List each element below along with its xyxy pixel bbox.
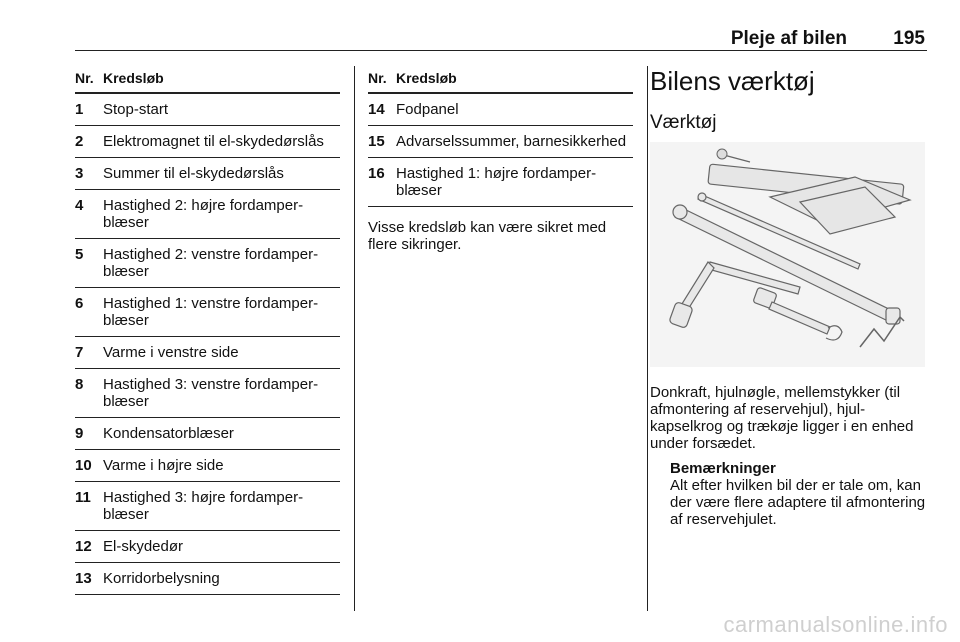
- row-number: 4: [75, 197, 84, 214]
- table-row: [75, 337, 340, 369]
- row-number: 12: [75, 538, 92, 555]
- table-row: [75, 288, 340, 337]
- row-number: 2: [75, 133, 84, 150]
- row-number: 3: [75, 165, 84, 182]
- tools-section: [650, 66, 930, 528]
- row-circuit: Hastighed 3: højre fordamperblæser: [103, 489, 304, 523]
- column-divider: [647, 66, 648, 611]
- subsection-heading: Værktøj: [650, 112, 717, 133]
- fuse-table-left: [75, 66, 340, 595]
- column-divider: [354, 66, 355, 611]
- section-title: Pleje af bilen: [730, 28, 847, 49]
- row-circuit: Stop-start: [103, 101, 169, 118]
- row-number: 6: [75, 295, 84, 312]
- section-heading: Bilens værktøj: [650, 66, 815, 96]
- table-row: [368, 126, 633, 158]
- note-block: [670, 460, 930, 528]
- note-title: Bemærkninger: [670, 460, 776, 477]
- row-circuit: Varme i højre side: [103, 457, 224, 474]
- page-number: 195: [893, 28, 925, 49]
- table-row: [75, 94, 340, 126]
- row-circuit: Hastighed 2: højre fordamperblæser: [103, 197, 304, 231]
- fuse-table-right: [368, 66, 633, 253]
- row-circuit: Summer til el-skydedørslås: [103, 165, 284, 182]
- row-number: 8: [75, 376, 84, 393]
- row-number: 15: [368, 133, 385, 150]
- row-circuit: Hastighed 2: venstre fordamperblæser: [103, 246, 319, 280]
- row-circuit: Hastighed 3: venstre fordamperblæser: [103, 376, 319, 410]
- row-number: 13: [75, 570, 92, 587]
- table-row: [75, 369, 340, 418]
- table-row: [368, 158, 633, 207]
- row-circuit: Hastighed 1: venstre fordamperblæser: [103, 295, 319, 329]
- header-circuit: Kredsløb: [396, 70, 457, 86]
- row-number: 1: [75, 101, 84, 118]
- row-number: 10: [75, 457, 92, 474]
- row-number: 11: [75, 489, 91, 506]
- table-row: [75, 190, 340, 239]
- header-circuit: Kredsløb: [103, 70, 164, 86]
- table-header: [75, 66, 340, 94]
- row-circuit: El-skydedør: [103, 538, 184, 555]
- table-header: [368, 66, 633, 94]
- table-row: [75, 531, 340, 563]
- table-row: [75, 418, 340, 450]
- table-row: [75, 563, 340, 595]
- row-circuit: Fodpanel: [396, 101, 459, 118]
- row-number: 9: [75, 425, 84, 442]
- row-circuit: Advarselssummer, barnesikkerhed: [396, 133, 627, 150]
- table-row: [75, 482, 340, 531]
- page-header: [75, 24, 927, 51]
- header-nr: Nr.: [368, 70, 387, 86]
- watermark-text: carmanualsonline.info: [723, 612, 948, 637]
- header-nr: Nr.: [75, 70, 94, 86]
- tool-kit-illustration: [650, 142, 925, 367]
- tools-description: Donkraft, hjulnøgle, mellemstykker (til afmontering af reservehjul), hjulkapselkrog og trækøje ligger i en enhed under forsædet.: [650, 384, 914, 452]
- fuse-note: Visse kredsløb kan være sikret med flere sikringer.: [368, 219, 607, 253]
- row-circuit: Elektromagnet til el-skydedørslås: [103, 133, 324, 150]
- row-number: 14: [368, 101, 385, 118]
- table-row: [75, 158, 340, 190]
- table-row: [75, 239, 340, 288]
- row-number: 16: [368, 165, 385, 182]
- table-row: [75, 450, 340, 482]
- row-circuit: Kondensatorblæser: [103, 425, 234, 442]
- table-row: [368, 94, 633, 126]
- row-circuit: Varme i venstre side: [103, 344, 239, 361]
- row-circuit: Korridorbelysning: [103, 570, 220, 587]
- note-text: Alt efter hvilken bil der er tale om, kan der være flere adaptere til afmontering af reservehjulet.: [670, 477, 926, 528]
- table-row: [75, 126, 340, 158]
- row-number: 7: [75, 344, 84, 361]
- row-circuit: Hastighed 1: højre fordamperblæser: [396, 165, 597, 199]
- row-number: 5: [75, 246, 84, 263]
